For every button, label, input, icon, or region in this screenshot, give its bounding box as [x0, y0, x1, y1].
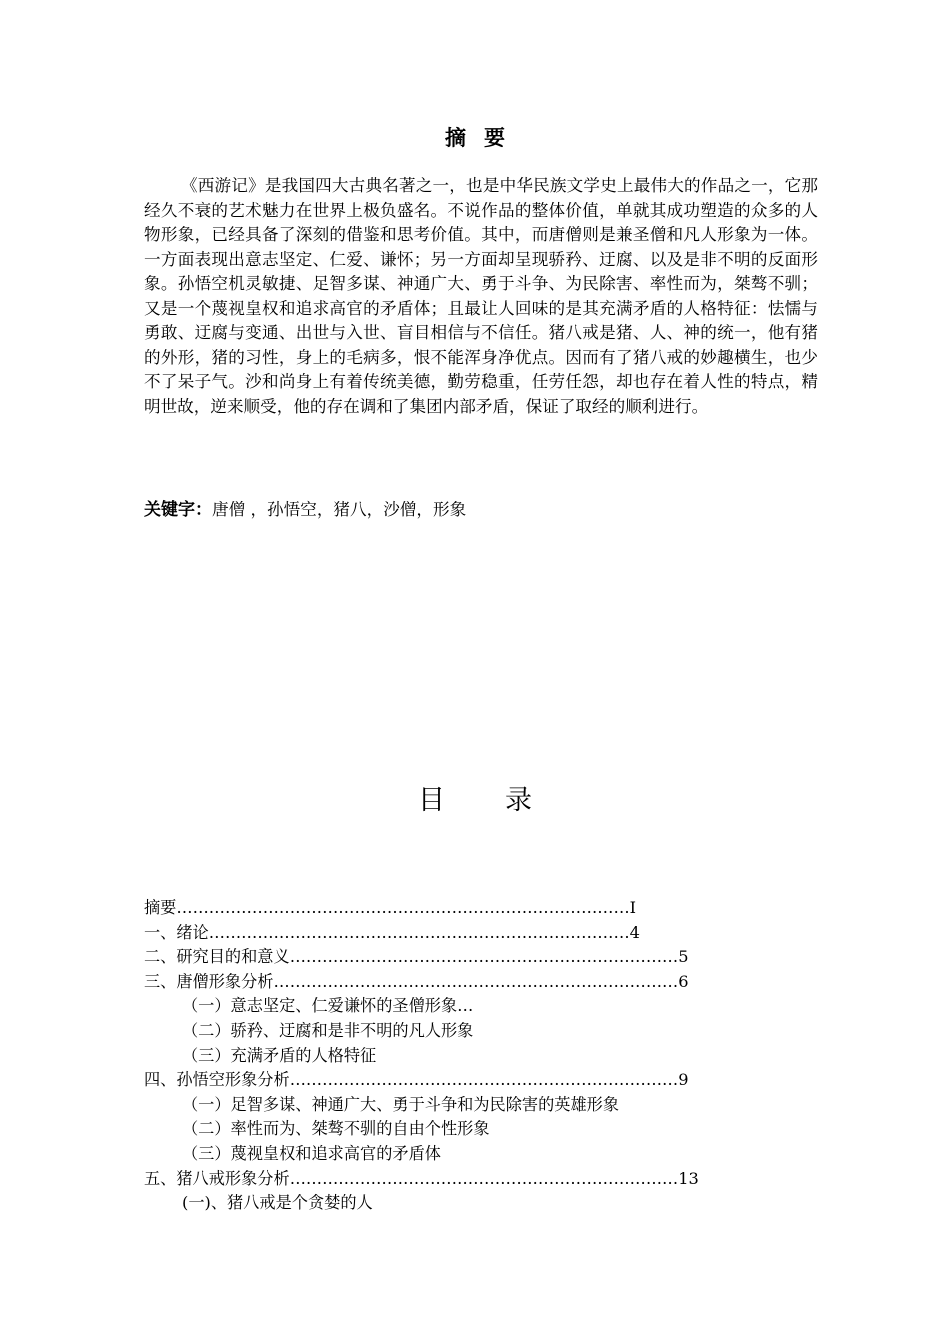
toc-leader-dots: ……………………………………………………………… [289, 947, 679, 967]
toc-leader-dots: …………………………………………………………………… [208, 922, 630, 942]
toc-entry-title: 三、唐僧形象分析 [144, 971, 274, 991]
toc-page-number: 5 [678, 947, 689, 967]
toc-entry-title: （一）足智多谋、神通广大、勇于斗争和为民除害的英雄形象 [182, 1094, 620, 1114]
toc-entry-title: （二）率性而为、桀骜不驯的自由个性形象 [182, 1119, 490, 1139]
toc-page-number: 9 [678, 1070, 689, 1090]
toc-subentry[interactable] [144, 994, 724, 1019]
toc-subentry[interactable] [144, 1044, 724, 1069]
toc-entry-title: （二）骄矜、迂腐和是非不明的凡人形象 [182, 1020, 474, 1040]
toc-page-number: 4 [629, 922, 640, 942]
toc-leader-dots: ……………………………………………………………… [289, 1168, 679, 1188]
toc-subentry[interactable] [144, 1142, 724, 1167]
toc-entry-title: （一）意志坚定、仁爱谦怀的圣僧形象… [182, 996, 474, 1016]
toc-subentry[interactable] [144, 1117, 724, 1142]
keywords-label: 关键字： [144, 500, 212, 520]
table-of-contents [144, 896, 724, 1216]
toc-entry[interactable] [144, 921, 724, 946]
keywords-value: 唐僧 ，孙悟空，猪八，沙僧，形象 [212, 500, 467, 519]
toc-entry[interactable] [144, 1068, 724, 1093]
toc-page-number: 6 [678, 971, 689, 991]
toc-leader-dots: ………………………………………………………………… [273, 971, 679, 991]
toc-entry-title: 一、绪论 [144, 922, 209, 942]
toc-subentry[interactable] [144, 1191, 724, 1216]
toc-entry-title: （三）充满矛盾的人格特征 [182, 1045, 377, 1065]
toc-entry-title: （三）蔑视皇权和追求高官的矛盾体 [182, 1143, 441, 1163]
toc-page-number: I [629, 898, 637, 917]
toc-subentry[interactable] [144, 1019, 724, 1044]
toc-entry[interactable] [144, 896, 724, 921]
toc-entry-title: (一)、猪八戒是个贪婪的人 [182, 1193, 373, 1213]
toc-leader-dots: ………………………………………………………………………… [176, 898, 630, 917]
toc-entry[interactable] [144, 945, 724, 970]
toc-entry-title: 五、猪八戒形象分析 [144, 1168, 290, 1188]
toc-leader-dots: ……………………………………………………………… [289, 1070, 679, 1090]
abstract-body: 《西游记》是我国四大古典名著之一，也是中华民族文学史上最伟大的作品之一，它那经久不衰的艺术魅力在世界上极负盛名。不说作品的整体价值，单就其成功塑造的众多的人物形象，已经具备了深刻的借鉴和思考价值。其中，而唐僧则是兼圣僧和凡人形象为一体。一方面表现出意志坚定、仁爱、谦怀；另一方面却呈现骄矜、迂腐、以及是非不明的反面形象。孙悟空机灵敏捷、足智多谋、神通广大、勇于斗争、为民除害、率性而为，桀骜不驯；又是一个蔑视皇权和追求高官的矛盾体；且最让人回味的是其充满矛盾的人格特征：怯懦与勇敢、迂腐与变通、出世与入世、盲目相信与不信任。猪八戒是猪、人、神的统一，他有猪的外形，猪的习性，身上的毛病多，恨不能浑身净优点。因而有了猪八戒的妙趣横生，也少不了呆子气。沙和尚身上有着传统美德，勤劳稳重，任劳任怨，却也存在着人性的特点，精明世故，逆来顺受，他的存在调和了集团内部矛盾，保证了取经的顺利进行。 [144, 176, 818, 416]
toc-title: 目录 [418, 785, 592, 816]
toc-entry[interactable] [144, 1167, 724, 1192]
keywords-line [144, 498, 466, 522]
toc-page-number: 13 [678, 1168, 699, 1188]
toc-entry-title: 摘要 [144, 898, 177, 917]
abstract-title: 摘要 [445, 126, 523, 150]
toc-subentry[interactable] [144, 1093, 724, 1118]
toc-entry-title: 二、研究目的和意义 [144, 947, 290, 967]
toc-entry-title: 四、孙悟空形象分析 [144, 1070, 290, 1090]
toc-entry[interactable] [144, 970, 724, 995]
